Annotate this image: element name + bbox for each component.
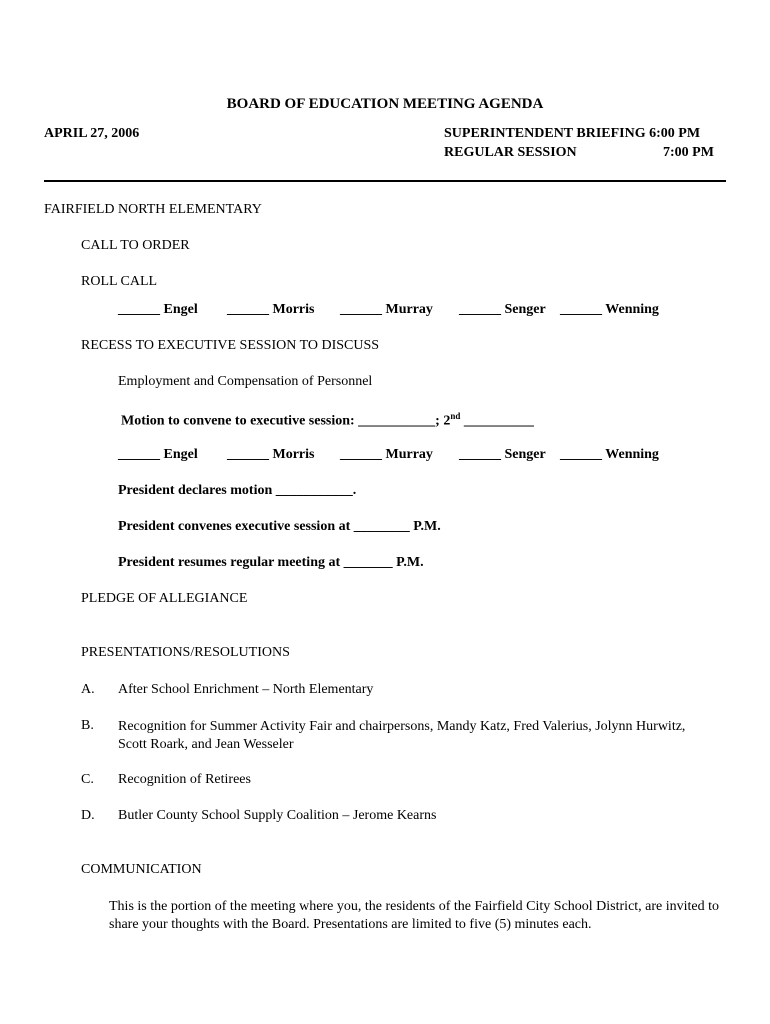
item-letter: A. <box>81 682 95 697</box>
presentation-item: Butler County School Supply Coalition – Jerome Kearns <box>118 808 437 823</box>
item-letter: B. <box>81 718 94 733</box>
motion-line <box>121 411 534 430</box>
president-convenes: President convenes executive session at ________ P.M. <box>118 519 441 534</box>
roll-call-member: ______ Morris <box>227 302 315 317</box>
roll-call-member: ______ Senger <box>459 302 546 317</box>
motion-superscript: nd <box>450 411 461 421</box>
vote-member: ______ Engel <box>118 447 198 462</box>
presentation-item: Recognition for Summer Activity Fair and chairpersons, Mandy Katz, Fred Valerius, Jolynn Hurwitz, Scott Roark, and Jean Wesseler <box>118 719 686 752</box>
roll-call-member: ______ Wenning <box>560 302 659 317</box>
regular-session-label: REGULAR SESSION <box>444 145 577 160</box>
presentation-item: Recognition of Retirees <box>118 772 251 787</box>
recess-topic: Employment and Compensation of Personnel <box>118 374 373 389</box>
meeting-date: APRIL 27, 2006 <box>44 126 140 141</box>
briefing-time: SUPERINTENDENT BRIEFING 6:00 PM <box>444 126 701 141</box>
presentations-heading: PRESENTATIONS/RESOLUTIONS <box>81 645 290 660</box>
roll-call-member: ______ Murray <box>340 302 433 317</box>
roll-call-member: ______ Engel <box>118 302 198 317</box>
recess-heading: RECESS TO EXECUTIVE SESSION TO DISCUSS <box>81 338 380 353</box>
president-declares: President declares motion ___________. <box>118 483 357 498</box>
roll-call-heading: ROLL CALL <box>81 274 158 289</box>
presentation-item: After School Enrichment – North Elementary <box>118 682 374 697</box>
call-to-order-heading: CALL TO ORDER <box>81 238 190 253</box>
communication-text: This is the portion of the meeting where you, the residents of the Fairfield City School District, are invited to share your thoughts with the Board. Presentations are limited to five (5) minutes each. <box>109 899 720 932</box>
vote-member: ______ Senger <box>459 447 546 462</box>
pledge-heading: PLEDGE OF ALLEGIANCE <box>81 591 248 606</box>
location-heading: FAIRFIELD NORTH ELEMENTARY <box>44 202 262 217</box>
communication-heading: COMMUNICATION <box>81 862 202 877</box>
item-letter: D. <box>81 808 95 823</box>
president-resumes: President resumes regular meeting at _______ P.M. <box>118 555 424 570</box>
motion-suffix: __________ <box>460 413 534 429</box>
regular-session-time: 7:00 PM <box>663 145 714 160</box>
header-divider <box>44 180 726 182</box>
item-letter: C. <box>81 772 94 787</box>
vote-member: ______ Murray <box>340 447 433 462</box>
motion-prefix: Motion to convene to executive session: ___________; 2 <box>121 413 451 429</box>
vote-member: ______ Wenning <box>560 447 659 462</box>
page-title: BOARD OF EDUCATION MEETING AGENDA <box>226 96 544 112</box>
vote-member: ______ Morris <box>227 447 315 462</box>
